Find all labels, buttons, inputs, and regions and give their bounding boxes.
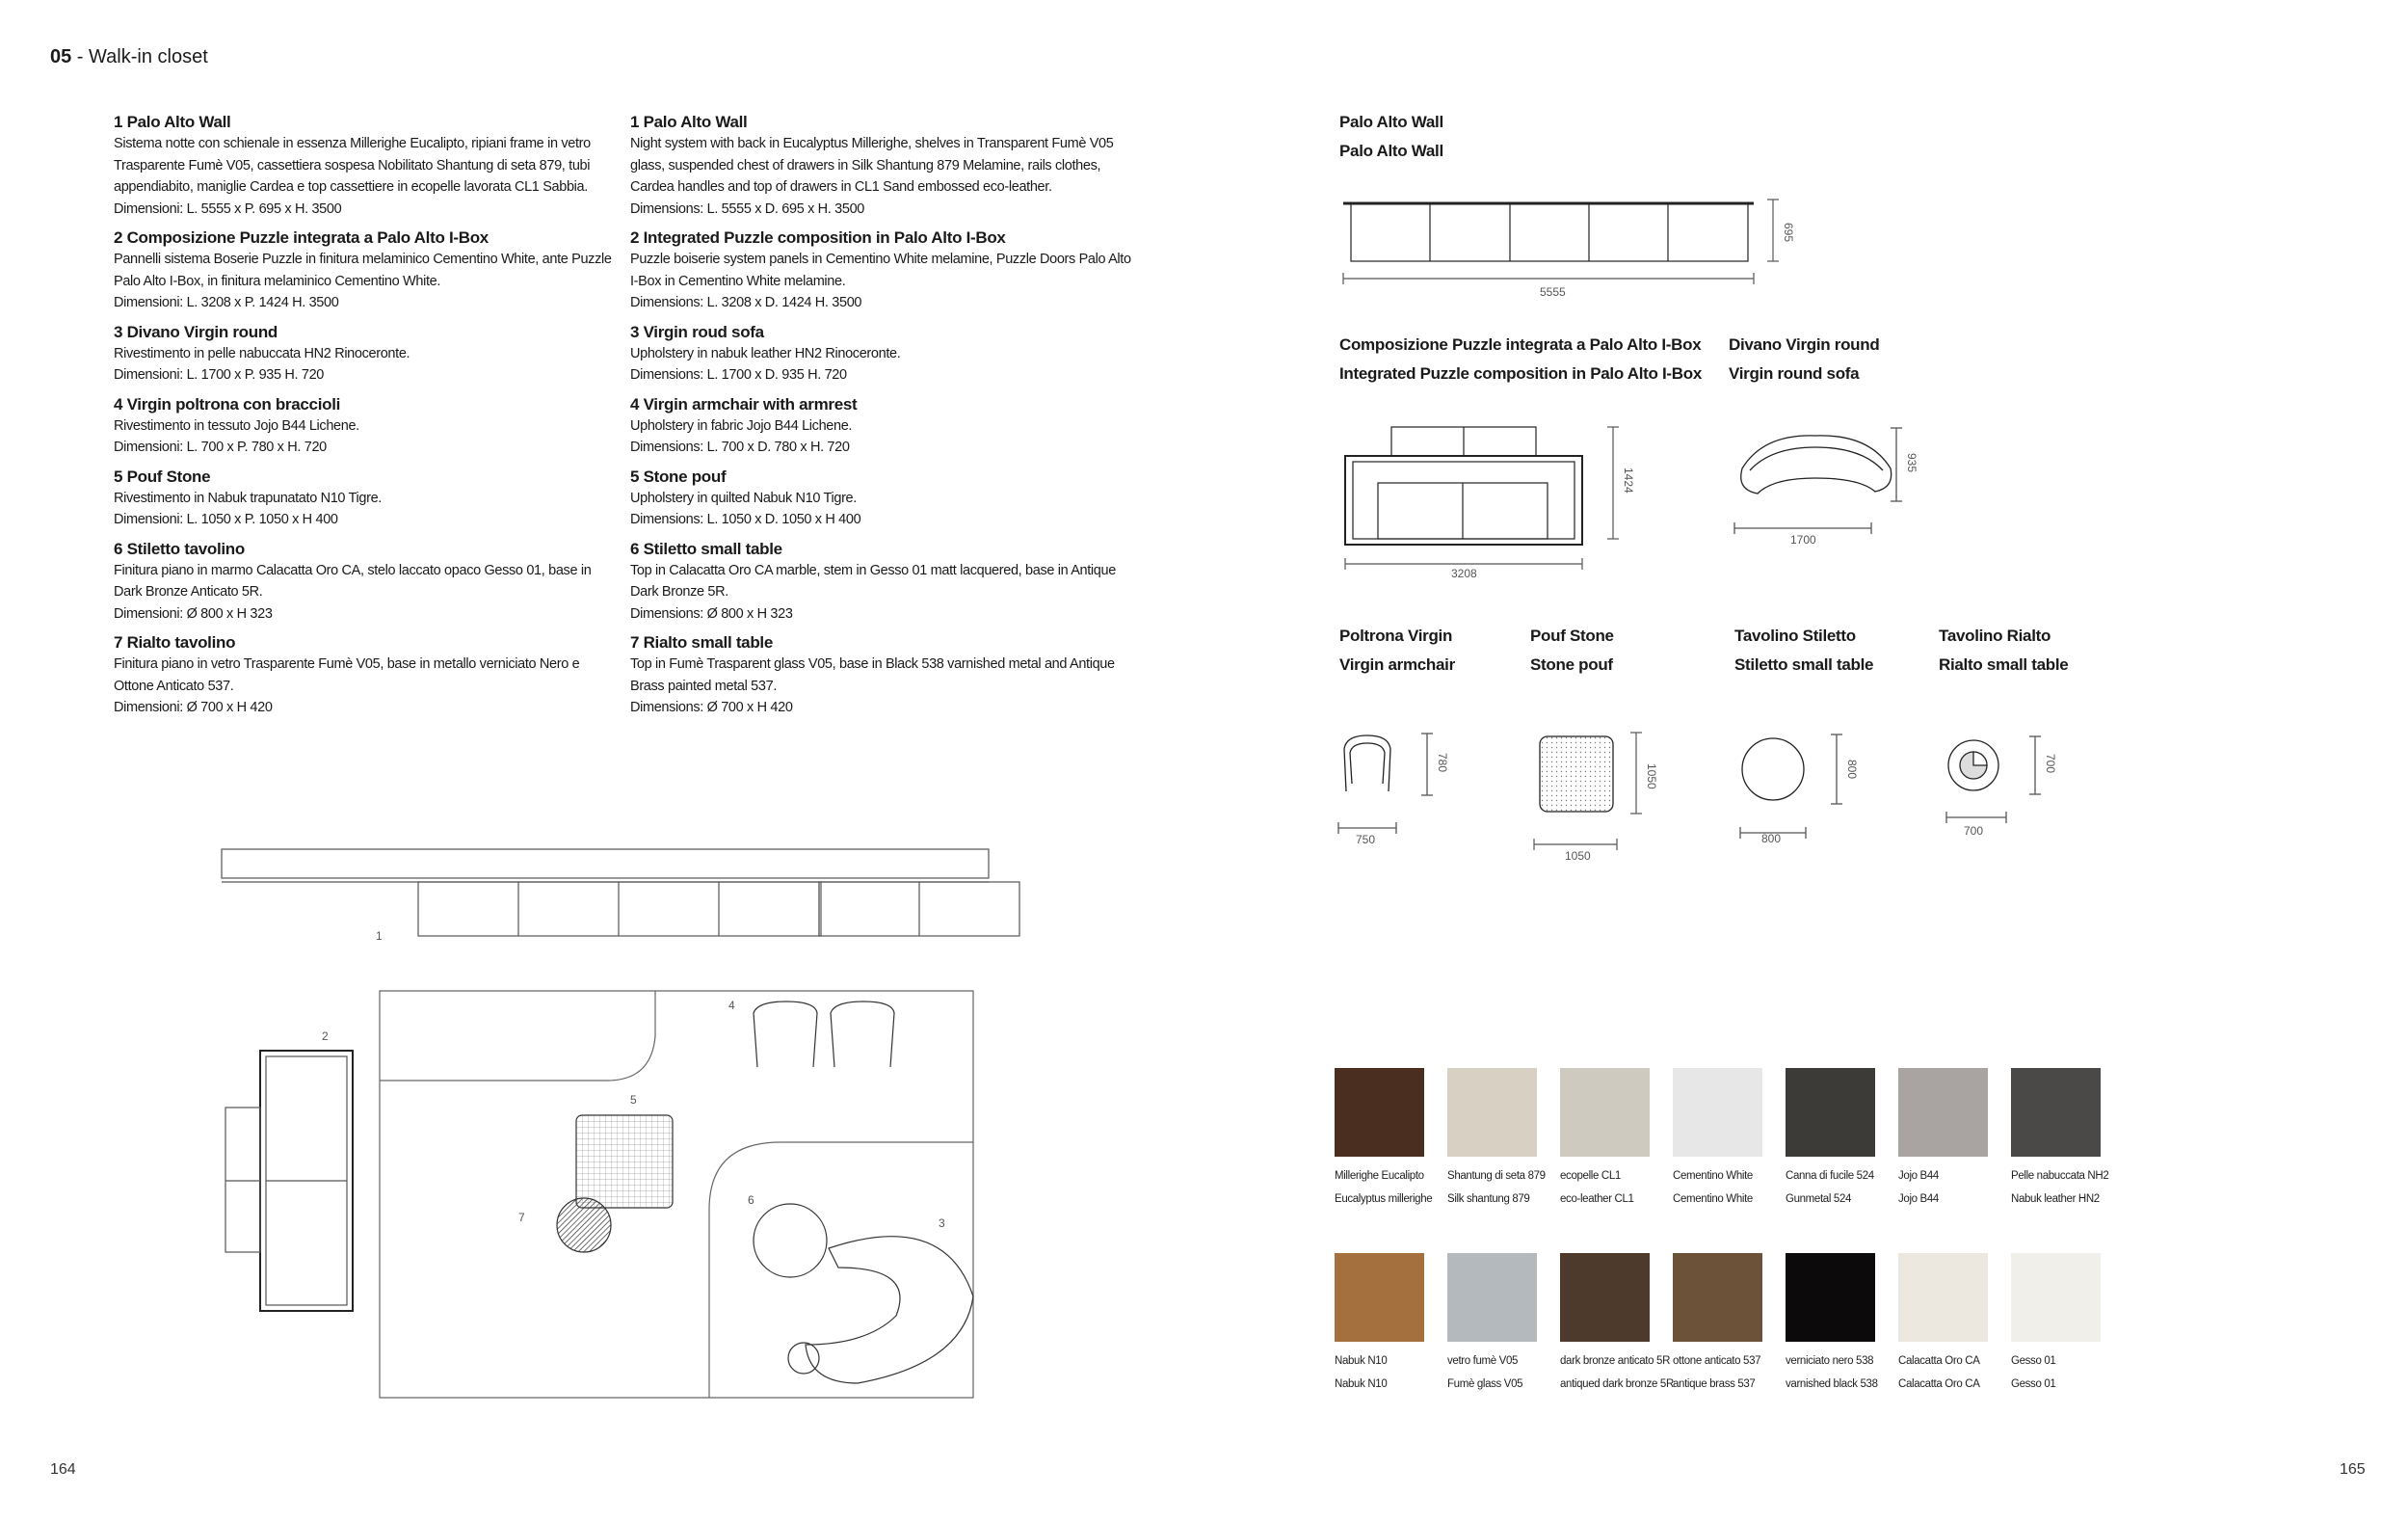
item-description: Rivestimento in Nabuk trapunatato N10 Tigre. [114,490,382,506]
item-dimensions: Dimensions: Ø 800 x H 323 [630,605,793,622]
item-dimensions: Dimensioni: Ø 800 x H 323 [114,605,273,622]
item-dimensions: Dimensioni: L. 5555 x P. 695 x H. 3500 [114,200,342,217]
plan-label-2: 2 [322,1029,329,1043]
swatch-label-en: antique brass 537 [1673,1378,1756,1390]
swatch-label-it: Cementino White [1673,1170,1753,1182]
puzzle-drawing-title: Composizione Puzzle integrata a Palo Alto I-Box Integrated Puzzle composition in Palo Alto I-Box [1339,335,1702,383]
item-description: Pannelli sistema Boserie Puzzle in finitura melaminico Cementino White, ante Puzzle Palo Alto I-Box, in finitura melaminico Cementino White. [114,252,612,289]
plan-label-4: 4 [728,999,735,1012]
armchair-plan-drawing [1335,728,1450,853]
description-item [114,539,615,626]
description-column-italian [114,112,615,727]
puzzle-width-label: 3208 [1451,567,1477,580]
item-title: 6 Stiletto tavolino [114,539,245,558]
item-description: Night system with back in Eucalyptus Millerighe, shelves in Transparent Fumè V05 glass, suspended chest of drawers in Silk Shantung 879 Melamine, rails clothes, Cardea handles and top of drawers in CL1 Sand embossed eco-leather. [630,136,1114,195]
pouf-depth-label: 1050 [1645,763,1658,789]
item-title: 5 Stone pouf [630,467,727,486]
swatch-label-en: Gunmetal 524 [1786,1193,1852,1205]
description-item [114,467,615,531]
swatch-label-it: Millerighe Eucalipto [1335,1170,1424,1182]
swatch-label-it: Jojo B44 [1898,1170,1939,1182]
description-item [114,227,615,314]
rialto-drawing-title: Tavolino Rialto Rialto small table [1939,627,2069,674]
item-dimensions: Dimensions: L. 3208 x D. 1424 H. 3500 [630,295,862,310]
description-item [630,322,1131,387]
item-dimensions: Dimensions: L. 700 x D. 780 x H. 720 [630,440,850,455]
swatch-label-it: Shantung di seta 879 [1447,1170,1546,1182]
item-description: Upholstery in nabuk leather HN2 Rinoceronte. [630,345,901,361]
item-description: Upholstery in fabric Jojo B44 Lichene. [630,417,853,434]
swatch-label-en: Nabuk N10 [1335,1378,1388,1390]
item-description: Rivestimento in tessuto Jojo B44 Lichene. [114,417,359,434]
item-title: 2 Integrated Puzzle composition in Palo Alto I-Box [630,228,1006,247]
plan-label-1: 1 [376,929,383,943]
swatch-swatches_row2-3 [1673,1253,1762,1342]
description-item [114,632,615,719]
swatch-swatches_row1-3 [1673,1068,1762,1157]
rialto-width-label: 700 [1964,824,1984,838]
item-description: Sistema notte con schienale in essenza Millerighe Eucalipto, ripiani frame in vetro Trasparente Fumè V05, cassettiera sospesa Nobilitato Shantung di seta 879, tubi appendiabito, maniglie Cardea e top cassettiere in ecopelle lavorata CL1 Sabbia. [114,136,591,195]
section-number: 05 [50,46,72,67]
swatch-label-en: Calacatta Oro CA [1898,1378,1980,1390]
swatch-swatches_row1-0 [1335,1068,1424,1157]
description-item [630,112,1131,220]
wall-width-label: 5555 [1540,285,1566,299]
swatch-swatches_row2-5 [1898,1253,1988,1342]
stiletto-drawing-title: Tavolino Stiletto Stiletto small table [1734,627,1874,674]
item-dimensions: Dimensions: L. 5555 x D. 695 x H. 3500 [630,200,865,217]
description-item [114,112,615,220]
swatch-swatches_row1-2 [1560,1068,1650,1157]
wall-drawing-title: Palo Alto Wall Palo Alto Wall [1339,113,1443,160]
item-description: Rivestimento in pelle nabuccata HN2 Rinoceronte. [114,345,410,361]
sofa-drawing-title: Divano Virgin round Virgin round sofa [1729,335,1880,383]
stiletto-plan-drawing [1734,731,1859,856]
armchair-width-label: 750 [1356,833,1376,846]
swatch-label-en: varnished black 538 [1786,1378,1878,1390]
stiletto-depth-label: 800 [1845,760,1859,780]
swatch-swatches_row1-1 [1447,1068,1537,1157]
swatch-swatches_row1-5 [1898,1068,1988,1157]
swatch-label-it: vetro fumè V05 [1447,1355,1519,1367]
puzzle-depth-label: 1424 [1622,467,1635,494]
sofa-plan-drawing [1725,414,1927,549]
swatch-label-it: Nabuk N10 [1335,1355,1388,1367]
item-title: 4 Virgin poltrona con braccioli [114,394,341,414]
item-title: 6 Stiletto small table [630,539,782,558]
swatch-label-en: Fumè glass V05 [1447,1378,1523,1390]
item-description: Top in Fumè Trasparent glass V05, base in Black 538 varnished metal and Antique Brass painted metal 537. [630,656,1115,694]
description-item [114,322,615,387]
description-item [630,227,1131,314]
item-description: Puzzle boiserie system panels in Cementino White melamine, Puzzle Doors Palo Alto I-Box in Cementino White melamine. [630,252,1131,289]
rialto-depth-label: 700 [2044,754,2057,774]
swatch-label-it: Gesso 01 [2011,1355,2056,1367]
plan-label-5: 5 [630,1093,637,1107]
item-dimensions: Dimensions: Ø 700 x H 420 [630,700,793,715]
pouf-width-label: 1050 [1565,849,1591,863]
item-description: Finitura piano in marmo Calacatta Oro CA, stelo laccato opaco Gesso 01, base in Dark Bronze Anticato 5R. [114,562,592,600]
item-dimensions: Dimensions: L. 1700 x D. 935 H. 720 [630,367,847,383]
swatch-label-it: verniciato nero 538 [1786,1355,1874,1367]
swatch-label-en: Nabuk leather HN2 [2011,1193,2100,1205]
swatch-swatches_row2-2 [1560,1253,1650,1342]
page-number-left: 164 [50,1461,76,1478]
description-column-english [630,112,1131,727]
pouf-plan-drawing [1530,731,1665,866]
swatch-label-en: eco-leather CL1 [1560,1193,1634,1205]
item-dimensions: Dimensions: L. 1050 x D. 1050 x H 400 [630,512,861,527]
swatch-swatches_row2-6 [2011,1253,2101,1342]
item-title: 1 Palo Alto Wall [114,113,231,131]
swatch-swatches_row2-1 [1447,1253,1537,1342]
swatch-label-en: antiqued dark bronze 5R [1560,1378,1674,1390]
item-title: 3 Divano Virgin round [114,322,278,341]
item-dimensions: Dimensioni: L. 1700 x P. 935 H. 720 [114,367,325,383]
swatch-label-it: Pelle nabuccata NH2 [2011,1170,2109,1182]
swatch-label-en: Eucalyptus millerighe [1335,1193,1433,1205]
item-title: 7 Rialto tavolino [114,633,236,652]
swatch-swatches_row2-0 [1335,1253,1424,1342]
swatch-label-it: Canna di fucile 524 [1786,1170,1874,1182]
swatch-label-it: Calacatta Oro CA [1898,1355,1980,1367]
swatch-label-en: Cementino White [1673,1193,1753,1205]
item-description: Top in Calacatta Oro CA marble, stem in Gesso 01 matt lacquered, base in Antique Dark Bronze 5R. [630,562,1116,600]
plan-label-7: 7 [518,1211,525,1224]
item-title: 3 Virgin roud sofa [630,322,764,341]
plan-label-6: 6 [748,1193,754,1207]
item-dimensions: Dimensioni: L. 700 x P. 780 x H. 720 [114,440,327,455]
item-title: 5 Pouf Stone [114,467,211,486]
section-title: - Walk-in closet [71,46,208,67]
swatch-swatches_row1-4 [1786,1068,1875,1157]
description-item [630,467,1131,531]
swatch-swatches_row2-4 [1786,1253,1875,1342]
sofa-depth-label: 935 [1905,453,1918,473]
sofa-width-label: 1700 [1790,533,1816,547]
section-header [50,46,208,68]
description-item [114,394,615,459]
description-item [630,394,1131,459]
description-item [630,632,1131,719]
floor-plan-drawing [212,843,1002,1422]
swatch-label-en: Silk shantung 879 [1447,1193,1530,1205]
item-title: 4 Virgin armchair with armrest [630,394,858,414]
page-number-right: 165 [2340,1461,2366,1478]
swatch-label-en: Jojo B44 [1898,1193,1939,1205]
item-title: 2 Composizione Puzzle integrata a Palo Alto I-Box [114,228,489,247]
armchair-drawing-title: Poltrona Virgin Virgin armchair [1339,627,1455,674]
wall-depth-label: 695 [1782,223,1795,243]
pouf-drawing-title: Pouf Stone Stone pouf [1530,627,1614,674]
item-dimensions: Dimensioni: L. 1050 x P. 1050 x H 400 [114,512,338,527]
swatch-swatches_row1-6 [2011,1068,2101,1157]
item-description: Upholstery in quilted Nabuk N10 Tigre. [630,490,857,506]
swatch-label-it: dark bronze anticato 5R [1560,1355,1671,1367]
swatch-label-it: ecopelle CL1 [1560,1170,1621,1182]
rialto-plan-drawing [1939,731,2057,846]
wall-elevation-drawing [1339,188,1821,304]
puzzle-plan-drawing [1339,419,1648,583]
stiletto-width-label: 800 [1761,832,1782,845]
item-description: Finitura piano in vetro Trasparente Fumè V05, base in metallo verniciato Nero e Ottone Anticato 537. [114,656,580,694]
plan-label-3: 3 [939,1216,945,1230]
item-dimensions: Dimensioni: L. 3208 x P. 1424 H. 3500 [114,295,339,310]
armchair-depth-label: 780 [1436,753,1449,773]
swatch-label-it: ottone anticato 537 [1673,1355,1761,1367]
item-title: 1 Palo Alto Wall [630,113,748,131]
item-title: 7 Rialto small table [630,633,773,652]
description-item [630,539,1131,626]
swatch-label-en: Gesso 01 [2011,1378,2056,1390]
item-dimensions: Dimensioni: Ø 700 x H 420 [114,700,273,715]
